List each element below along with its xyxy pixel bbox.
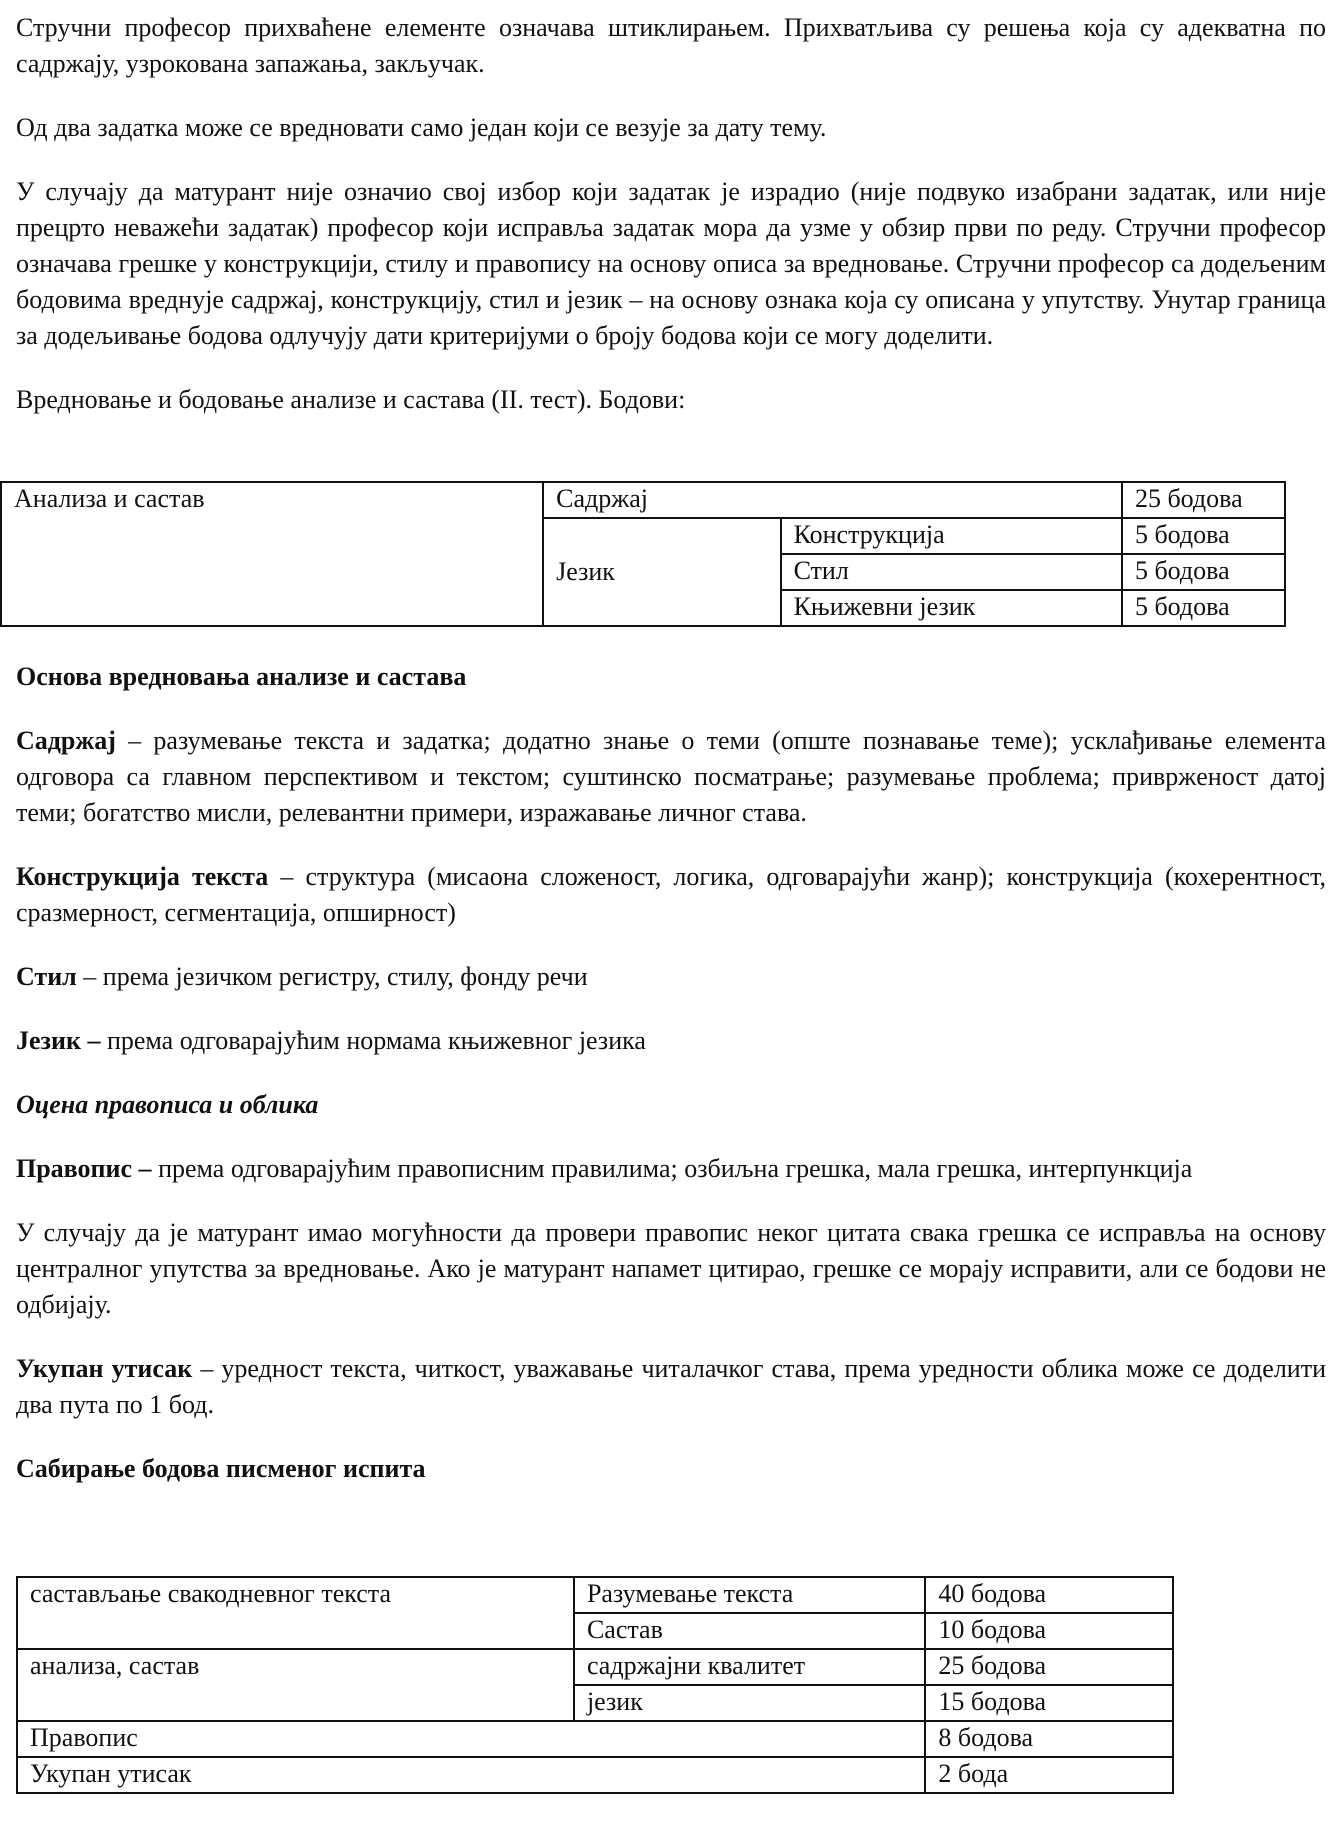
- table1-sub-points: 5 бодова: [1122, 518, 1285, 554]
- summary-overall-points: 2 бода: [925, 1757, 1173, 1793]
- construction-paragraph: [16, 859, 1326, 931]
- construction-text: – структура (мисаона сложеност, логика, одговарајући жанр); конструкција (кохерентност, сразмерност, сегментација, опширност): [16, 862, 1326, 927]
- table1-sub-points: 5 бодова: [1122, 590, 1285, 626]
- intro-paragraph-1: Стручни професор прихваћене елементе означава штиклирањем. Прихватљива су решења која су адекватна по садржају, узрокована запажања, закључак.: [16, 13, 1326, 78]
- spelling-term: Правопис –: [16, 1154, 152, 1183]
- spelling-text: према одговарајућим правописним правилима; озбиљна грешка, мала грешка, интерпункција: [151, 1154, 1193, 1183]
- overall-text: – уредност текста, читкост, уважавање читалачког става, према уредности облика може се доделити два пута по 1 бод.: [16, 1354, 1326, 1419]
- intro-paragraph-2: Од два задатка може се вредновати само један који се везује за дату тему.: [16, 113, 827, 142]
- table1-row-label: Анализа и састав: [1, 482, 543, 626]
- summary-overall-label: Укупан утисак: [17, 1757, 925, 1793]
- content-term: Садржај: [16, 726, 116, 755]
- language-text: према одговарајућим нормама књижевног језика: [100, 1026, 646, 1055]
- summary-item-label: Разумевање текста: [574, 1577, 925, 1613]
- style-text: – према језичком регистру, стилу, фонду речи: [76, 962, 588, 991]
- summary-group-label: састављање свакодневног текста: [17, 1577, 574, 1649]
- summary-item-points: 15 бодова: [925, 1685, 1173, 1721]
- summary-item-label: језик: [574, 1685, 925, 1721]
- basis-heading: Основа вредновања анализе и састава: [16, 662, 467, 691]
- intro-paragraph-4: Вредновање и бодовање анализе и састава (II. тест). Бодови:: [16, 385, 686, 414]
- overall-paragraph: [16, 1351, 1326, 1423]
- summary-points-table: [16, 1576, 1174, 1794]
- language-paragraph: [16, 1023, 1326, 1059]
- table1-sub-label: Конструкција: [781, 518, 1122, 554]
- overall-term: Укупан утисак: [16, 1354, 193, 1383]
- summary-item-points: 25 бодова: [925, 1649, 1173, 1685]
- spelling-paragraph: [16, 1151, 1326, 1187]
- style-paragraph: [16, 959, 1326, 995]
- points-table-analysis: [0, 481, 1286, 627]
- basis-section: [16, 659, 1326, 1487]
- style-term: Стил: [16, 962, 77, 991]
- summary-item-points: 40 бодова: [925, 1577, 1173, 1613]
- summary-group-label: анализа, састав: [17, 1649, 574, 1721]
- content-paragraph: [16, 723, 1326, 831]
- summary-spelling-points: 8 бодова: [925, 1721, 1173, 1757]
- summary-heading: Сабирање бодова писменог испита: [16, 1454, 426, 1483]
- summary-spelling-label: Правопис: [17, 1721, 925, 1757]
- construction-term: Конструкција текста: [16, 862, 269, 891]
- table1-content-label: Садржај: [543, 482, 1122, 518]
- intro-paragraph-3: У случају да матурант није означио свој избор који задатак је израдио (није подвуко изабрани задатак, или није прецрто неважећи задатак) професор који исправља задатак мора да узме у обзир први по реду. Стручни професор означава грешке у конструкцији, стилу и правопису на основу описа за вредновање. Стручни професор са додељеним бодовима вреднује садржај, конструкцију, стил и језик – на основу ознака која су описана у упутству. Унутар граница за додељивање бодова одлучују дати критеријуми о броју бодова који се могу доделити.: [16, 177, 1326, 350]
- table1-language-label: Језик: [543, 518, 780, 626]
- table1-content-points: 25 бодова: [1122, 482, 1285, 518]
- quote-paragraph: У случају да је матурант имао могућности да провери правопис неког цитата свака грешка се исправља на основу централног упутства за вредновање. Ако је матурант напамет цитирао, грешке се морају исправити, али се бодови не одбијају.: [16, 1218, 1326, 1319]
- table1-sub-points: 5 бодова: [1122, 554, 1285, 590]
- document-page: [16, 10, 1326, 418]
- table1-sub-label: Књижевни језик: [781, 590, 1122, 626]
- summary-item-label: Састав: [574, 1613, 925, 1649]
- summary-item-points: 10 бодова: [925, 1613, 1173, 1649]
- table1-sub-label: Стил: [781, 554, 1122, 590]
- summary-item-label: садржајни квалитет: [574, 1649, 925, 1685]
- content-text: – разумевање текста и задатка; додатно знање о теми (опште познавање теме); усклађивање елемента одговора са главном перспективом и текстом; суштинско посматрање; разумевање проблема; привржeност датој теми; богатство мисли, релевантни примери, изражавање личног става.: [16, 726, 1326, 827]
- language-term: Језик –: [16, 1026, 101, 1055]
- spelling-heading: Оцена правописа и облика: [16, 1090, 319, 1119]
